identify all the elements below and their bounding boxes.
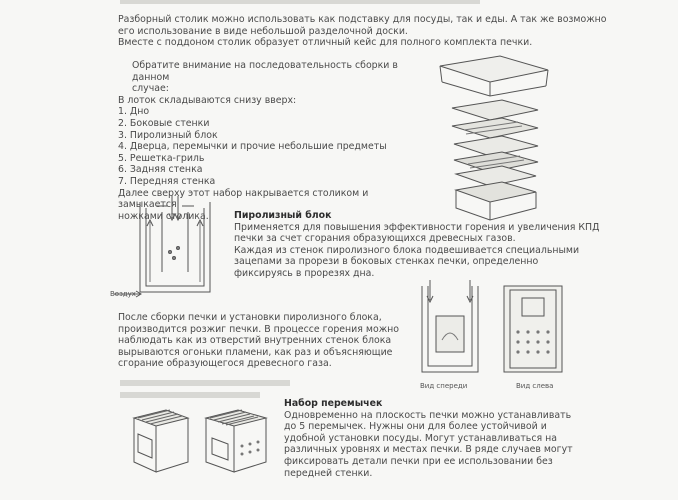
bridges-line: удобной установки посуды. Могут устанавливаться на: [284, 432, 557, 444]
pyrolysis-line: фиксируясь в прорезях дна.: [234, 267, 375, 279]
intro-line: его использование в виде небольшой разделочной доски.: [118, 25, 408, 37]
assembly-item: 5. Решетка-гриль: [118, 152, 205, 164]
assembly-item: 1. Дно: [118, 106, 150, 118]
after-line: После сборки печки и установки пиролизного блока,: [118, 312, 382, 323]
after-assembly-section: [118, 312, 408, 370]
assembly-item: 7. Передняя стенка: [118, 175, 216, 187]
bridges-line: фиксировать детали печки при ее использовании без: [284, 455, 553, 467]
front-side-views-diagram: [412, 276, 572, 384]
pyrolysis-line: Применяется для повышения эффективности горения и увеличения КПД: [234, 221, 600, 233]
pyrolysis-line: печки за счет сгорания образующихся древесных газов.: [234, 233, 516, 245]
attention-line: Обратите внимание на последовательность сборки в данном: [132, 60, 398, 83]
bridges-line: Одновременно на плоскость печки можно устанавливать: [284, 409, 572, 421]
assembly-item: 6. Задняя стенка: [118, 164, 203, 176]
intro-line: Разборный столик можно использовать как подставку для посуды, так и еды. А так же возможно: [118, 14, 607, 25]
air-label: Воздух: [110, 290, 136, 298]
after-line: вырываются огоньки пламени, как раз и объясняющие: [118, 346, 393, 358]
pyrolysis-line: Каждая из стенок пиролизного блока подвешивается специальными: [234, 244, 580, 256]
exploded-stove-diagram: [420, 48, 560, 228]
left-view-label: Вид слева: [516, 382, 554, 390]
bridges-stove-diagram: [126, 398, 276, 476]
pyrolysis-title: Пиролизный блок: [234, 210, 332, 221]
closing-line: Далее сверху этот набор накрывается столиком и замыкается: [118, 187, 369, 211]
assembly-item: 3. Пиролизный блок: [118, 129, 218, 141]
attention-line: случае:: [132, 83, 169, 95]
order-intro: В лоток складываются снизу вверх:: [118, 94, 297, 106]
bridges-line: различных уровнях и местах печки. В ряде случаев могут: [284, 444, 573, 456]
after-line: производится розжиг печки. В процессе горения можно: [118, 323, 400, 335]
intro-line: Вместе с поддоном столик образует отличный кейс для полного комплекта печки.: [118, 37, 533, 49]
assembly-item: 2. Боковые стенки: [118, 117, 210, 129]
pyrolysis-line: зацепами за прорези в боковых стенках печки, определенно: [234, 256, 539, 268]
after-line: сгорание образующегося древесного газа.: [118, 358, 332, 370]
bridges-line: до 5 перемычек. Нужны они для более устойчивой и: [284, 421, 547, 433]
after-line: наблюдать как из отверстий внутренних стенок блока: [118, 335, 392, 347]
intro-paragraph: [118, 14, 658, 49]
bridges-line: передней стенки.: [284, 467, 373, 479]
cropped-top-line: [120, 0, 480, 4]
bridges-section: [284, 398, 664, 479]
pyrolysis-block-diagram: [110, 192, 230, 304]
pyrolysis-section: [234, 210, 654, 280]
assembly-item: 4. Дверца, перемычки и прочие небольшие предметы: [118, 141, 387, 153]
front-view-label: Вид спереди: [420, 382, 468, 390]
bridges-title: Набор перемычек: [284, 398, 383, 409]
closing-line: ножками столика.: [118, 210, 209, 222]
bleed-through-text: [120, 380, 290, 386]
